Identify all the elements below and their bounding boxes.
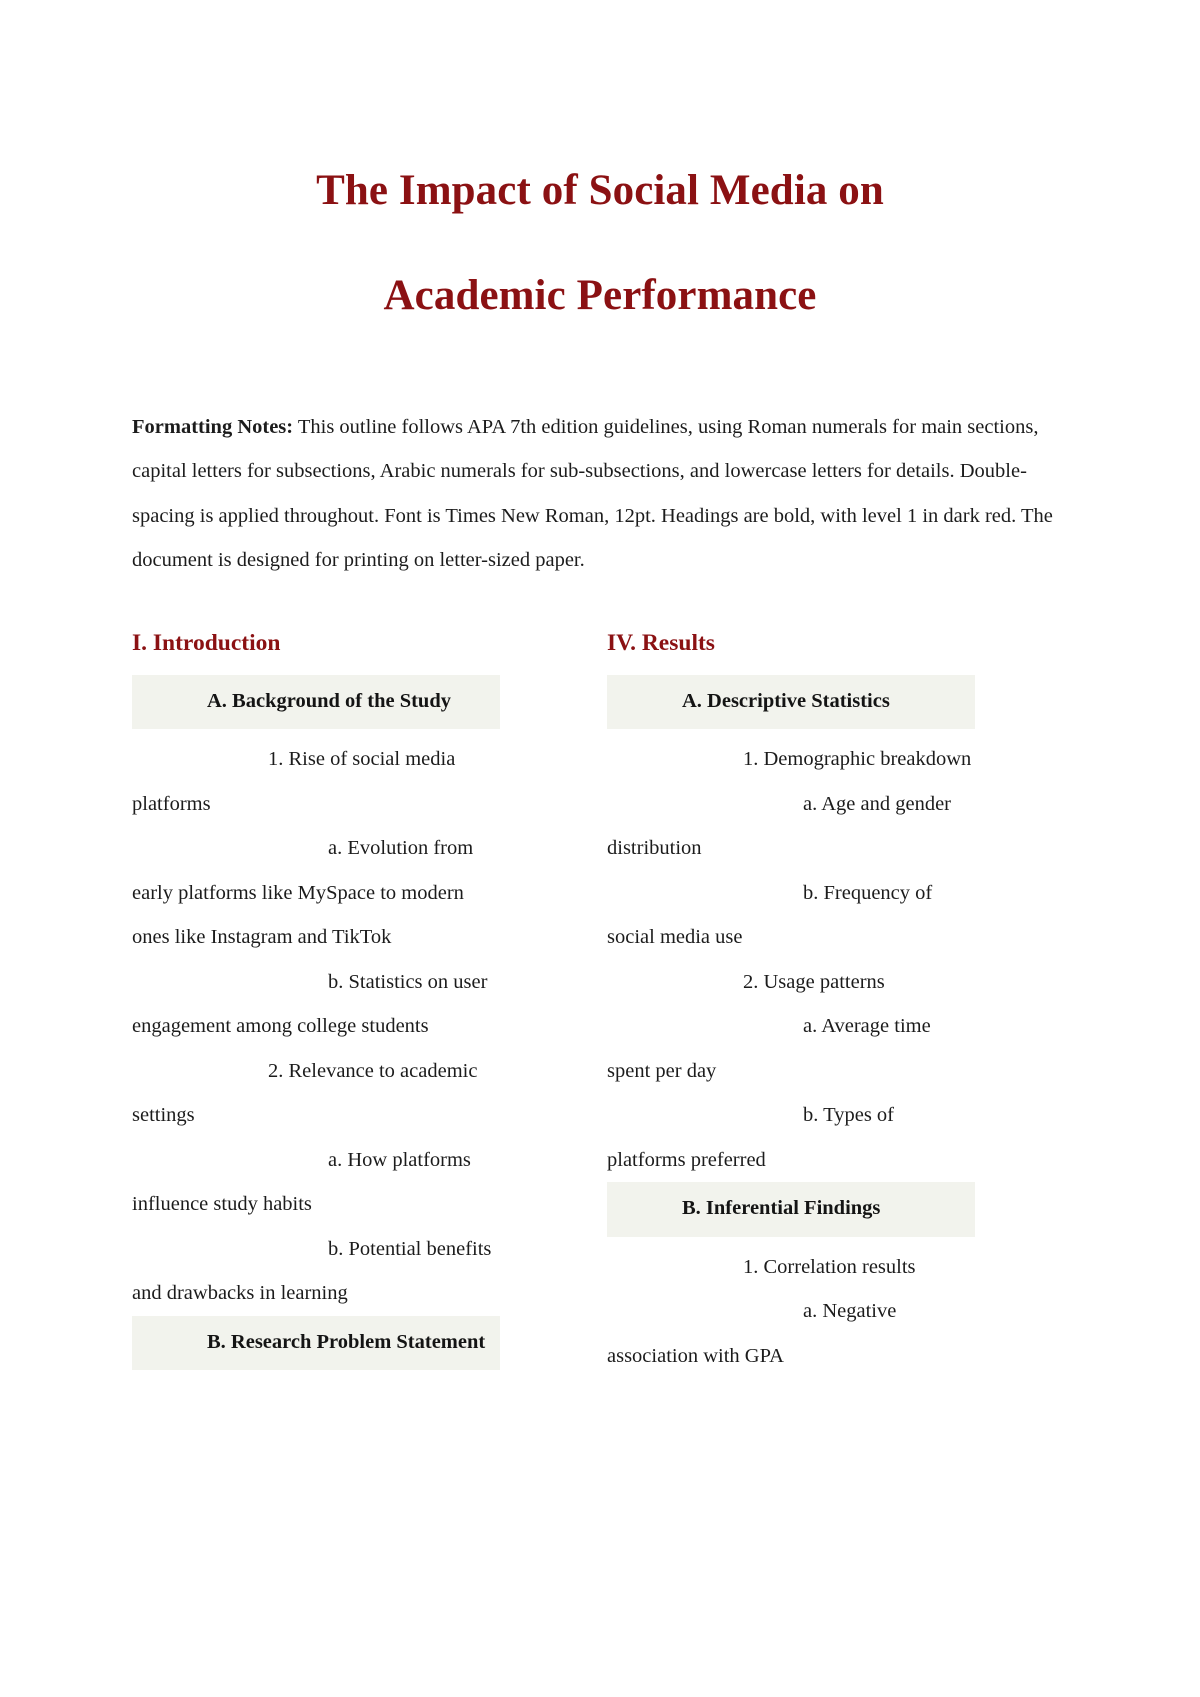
outline-item: 2. Usage patterns bbox=[743, 970, 885, 993]
subsection-heading-descriptive-statistics: A. Descriptive Statistics bbox=[607, 675, 975, 729]
outline-item: b. Types of platforms preferred bbox=[607, 1104, 894, 1171]
subsection-heading-background-of-the-study: A. Background of the Study bbox=[132, 675, 500, 729]
outline-item: a. Negative association with GPA bbox=[607, 1300, 897, 1367]
outline-columns bbox=[132, 583, 1068, 1378]
outline-item: b. Statistics on user engagement among college students bbox=[132, 970, 488, 1038]
subsection-heading-research-problem-statement: B. Research Problem Statement bbox=[132, 1316, 500, 1370]
section-heading-results: IV. Results bbox=[607, 629, 715, 656]
subsection-heading-inferential-findings: B. Inferential Findings bbox=[607, 1182, 975, 1236]
formatting-notes-body: This outline follows APA 7th edition guidelines, using Roman numerals for main sections, capital letters for subsections, Arabic numerals for sub-subsections, and lowercase letters for details. Double-spacing is applied throughout. Font is Times New Roman, 12pt. Headings are bold, with level 1 in dark red. The document is designed for printing on letter-sized paper. bbox=[132, 415, 1053, 572]
formatting-notes-label: Formatting Notes: bbox=[132, 415, 294, 438]
outline-item: a. Evolution from early platforms like MySpace to modern ones like Instagram and TikTok bbox=[132, 837, 474, 949]
page-title-line-2: Academic Performance bbox=[383, 272, 817, 320]
page-title-line-1: The Impact of Social Media on bbox=[316, 167, 884, 214]
section-heading-introduction: I. Introduction bbox=[132, 629, 281, 656]
outline-item: 1. Correlation results bbox=[743, 1255, 916, 1278]
outline-item: b. Potential benefits and drawbacks in learning bbox=[132, 1237, 492, 1305]
outline-item: 1. Demographic breakdown bbox=[743, 748, 972, 771]
outline-column-left bbox=[132, 629, 500, 1378]
formatting-notes-paragraph bbox=[132, 349, 1068, 583]
page-title bbox=[132, 0, 1068, 349]
outline-item: 1. Rise of social media platforms bbox=[132, 748, 456, 815]
outline-column-right bbox=[607, 629, 975, 1378]
outline-item: 2. Relevance to academic settings bbox=[132, 1059, 478, 1127]
outline-item: a. Age and gender distribution bbox=[607, 792, 951, 860]
outline-item: b. Frequency of social media use bbox=[607, 881, 933, 949]
outline-item: a. How platforms influence study habits bbox=[132, 1148, 471, 1216]
outline-item: a. Average time spent per day bbox=[607, 1015, 931, 1082]
